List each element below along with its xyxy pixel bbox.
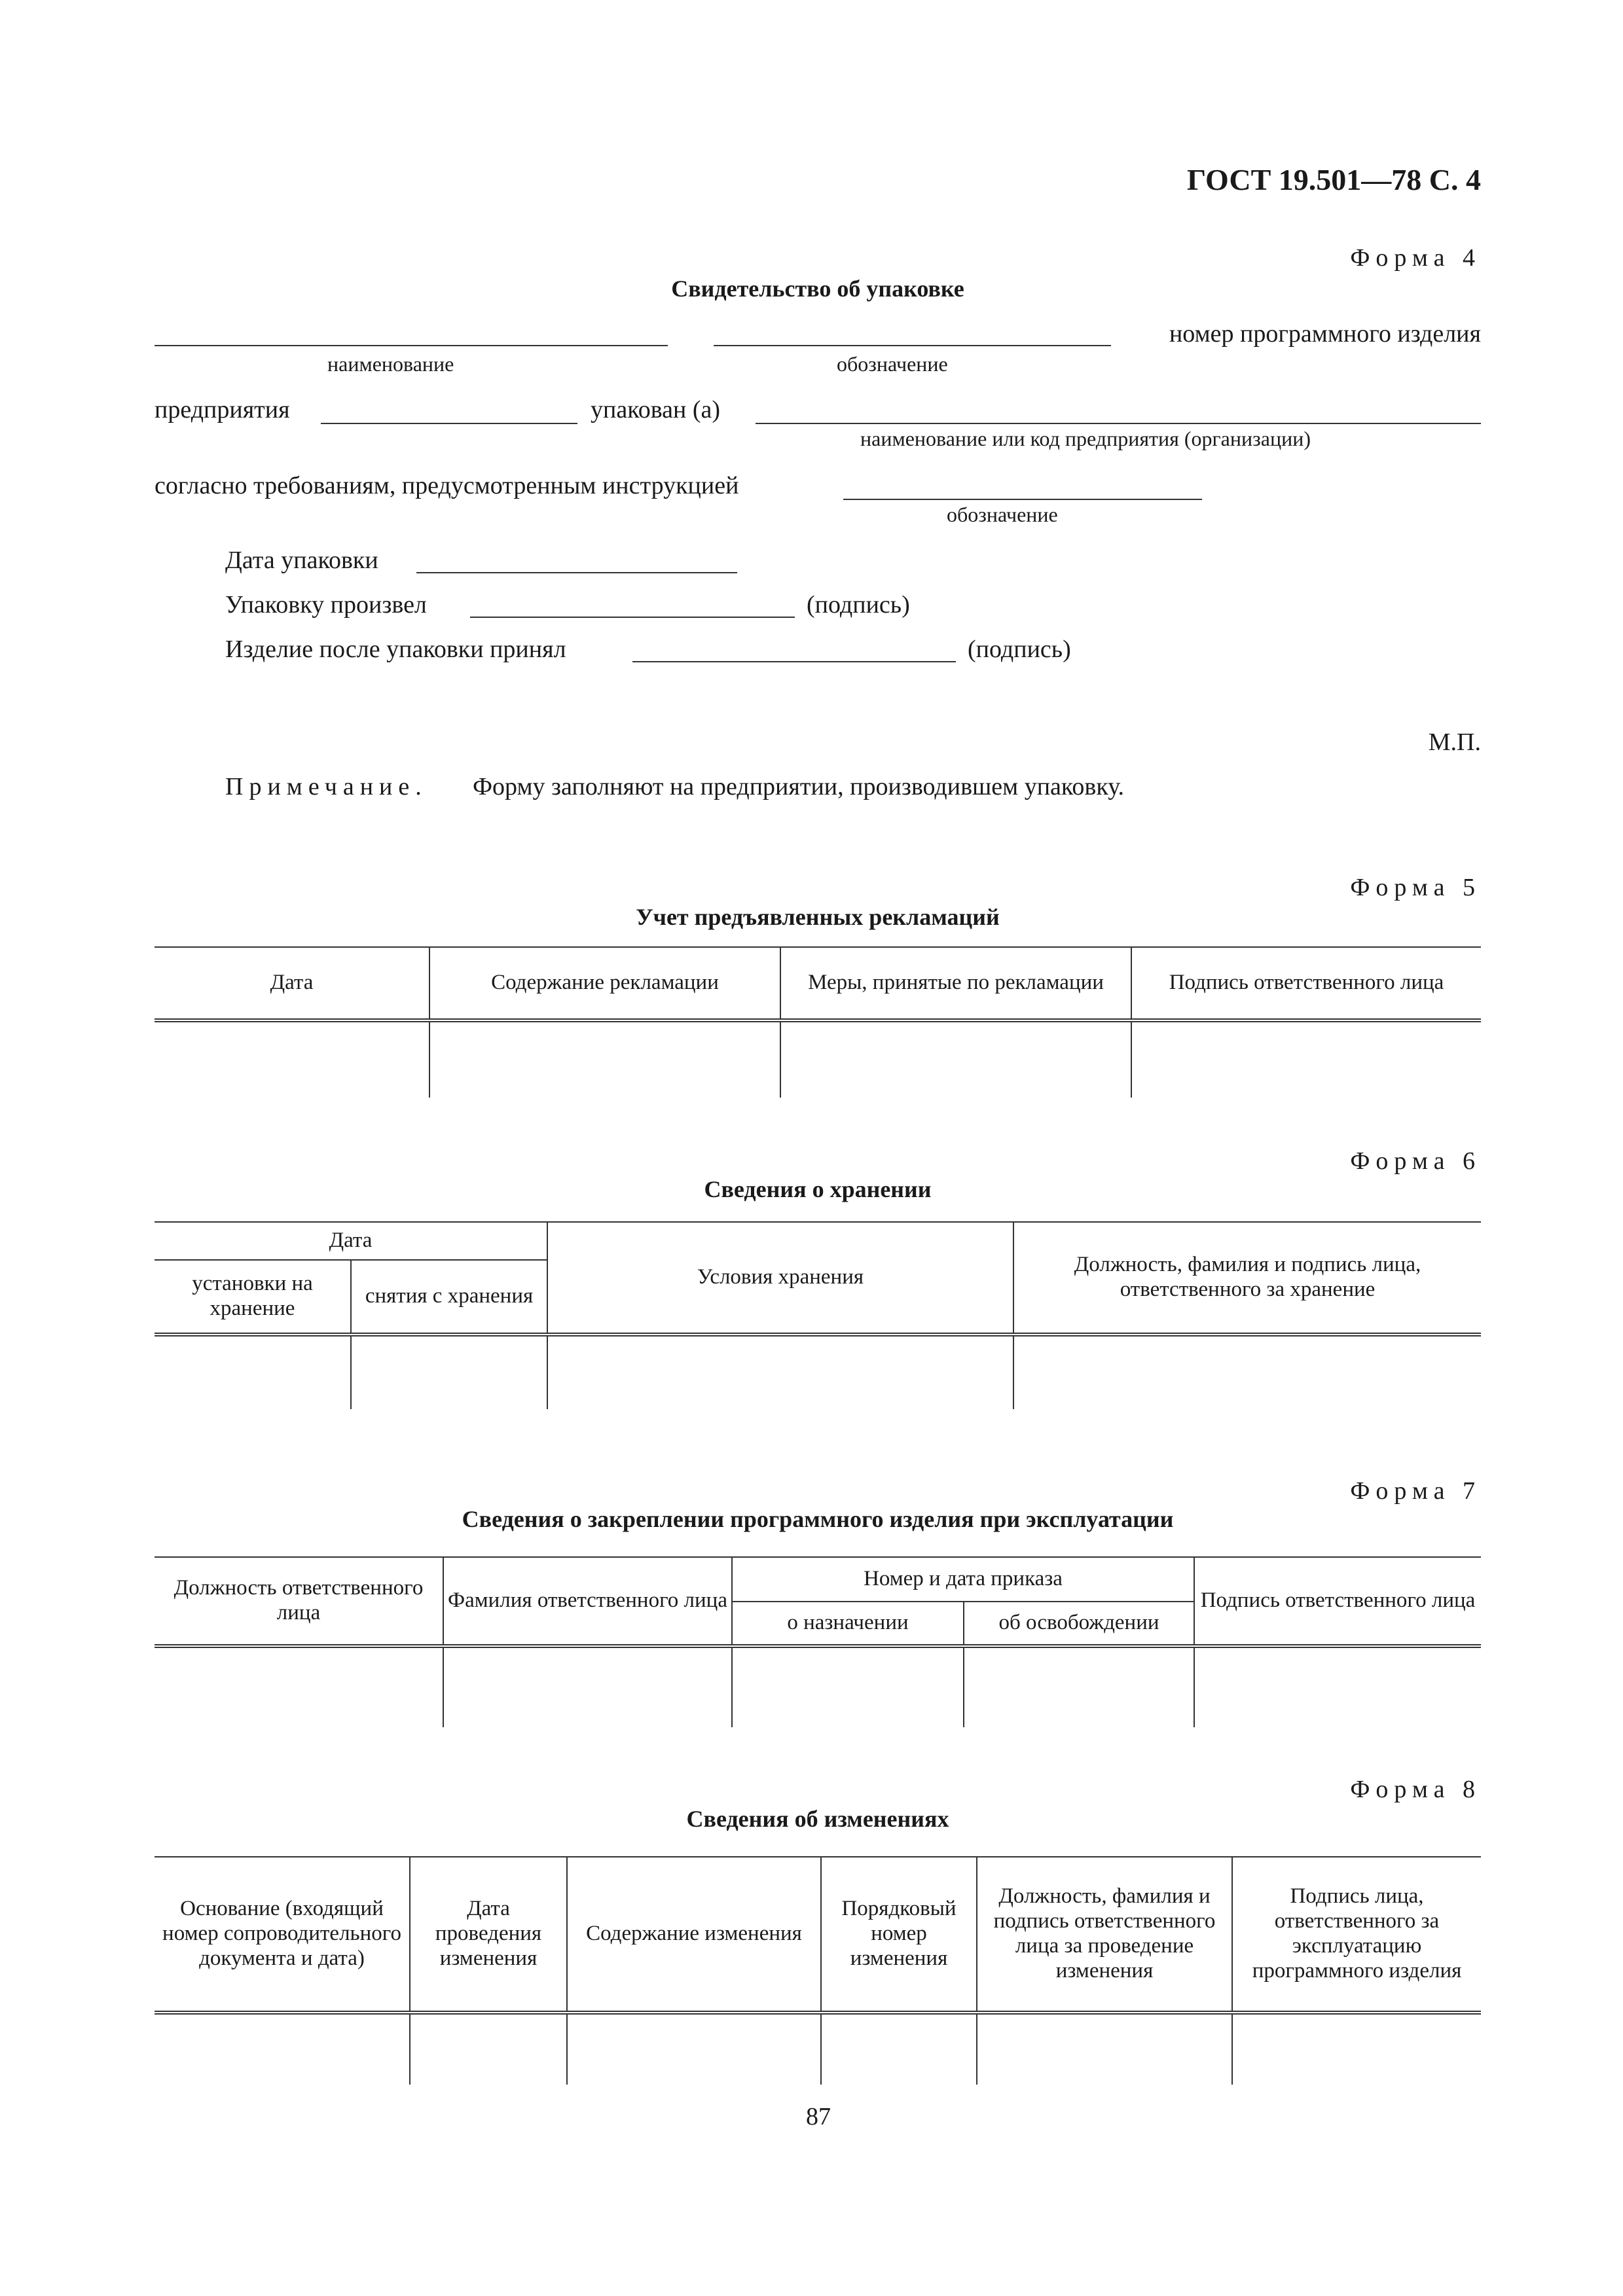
caption-org: наименование или код предприятия (организации): [860, 427, 1311, 450]
form8-title: Сведения об изменениях: [686, 1806, 949, 1832]
seal-mark: М.П.: [1428, 728, 1481, 756]
document-header: ГОСТ 19.501—78 С. 4: [1186, 163, 1481, 196]
blank-name-line[interactable]: [155, 345, 668, 346]
form6-table: [155, 1221, 1481, 1409]
form6-title: Сведения о хранении: [704, 1176, 932, 1202]
page-number: 87: [806, 2103, 831, 2130]
col-storage-responsible: Должность, фамилия и подпись лица, ответственного за хранение: [1013, 1222, 1481, 1335]
col-signature: Подпись ответственного лица: [1194, 1557, 1481, 1646]
product-number-label: номер программного изделия: [1169, 320, 1481, 348]
blank-packed-by-line[interactable]: [470, 617, 795, 618]
col-basis: Основание (входящий номер сопроводительного документа и дата): [155, 1857, 410, 2013]
col-date: Дата: [155, 947, 429, 1020]
form7-title: Сведения о закреплении программного изделия при эксплуатации: [462, 1506, 1174, 1532]
according-label: согласно требованиям, предусмотренным инструкцией: [155, 472, 739, 499]
col-claim-content: Содержание рекламации: [429, 947, 780, 1020]
form8-table: [155, 1856, 1481, 2085]
col-responsible-signature: Подпись ответственного лица: [1131, 947, 1481, 1020]
table-row[interactable]: [155, 1646, 1481, 1727]
col-position: Должность ответственного лица: [155, 1557, 443, 1646]
blank-org-line[interactable]: [756, 423, 1481, 424]
blank-pack-date-line[interactable]: [416, 572, 737, 573]
col-surname: Фамилия ответственного лица: [443, 1557, 732, 1646]
form5-table: [155, 946, 1481, 1098]
col-change-number: Порядковый номер изменения: [821, 1857, 977, 2013]
col-date-group: Дата: [155, 1222, 547, 1260]
caption-designation: обозначение: [837, 352, 948, 376]
col-change-responsible: Должность, фамилия и подпись ответственного лица за проведение изменения: [977, 1857, 1232, 2013]
accepted-label: Изделие после упаковки принял: [225, 636, 566, 663]
col-change-content: Содержание изменения: [567, 1857, 821, 2013]
form6-label: Форма 6: [1350, 1147, 1481, 1175]
signature-label-2: (подпись): [968, 636, 1071, 663]
form8-label: Форма 8: [1350, 1776, 1481, 1803]
form7-table: [155, 1556, 1481, 1727]
blank-enterprise-line[interactable]: [321, 423, 577, 424]
col-storage-conditions: Условия хранения: [547, 1222, 1013, 1335]
note-label: Примечание.: [225, 773, 428, 800]
form4-label: Форма 4: [1350, 244, 1481, 272]
form5-title: Учет предъявленных рекламаций: [636, 904, 1000, 930]
form7-label: Форма 7: [1350, 1477, 1481, 1505]
note-text: Форму заполняют на предприятии, производившем упаковку.: [473, 773, 1124, 800]
form5-label: Форма 5: [1350, 874, 1481, 901]
caption-name: наименование: [327, 352, 454, 376]
pack-date-label: Дата упаковки: [225, 547, 378, 574]
blank-designation-line[interactable]: [714, 345, 1111, 346]
col-remove-date: снятия с хранения: [351, 1260, 547, 1335]
form4-title: Свидетельство об упаковке: [671, 276, 964, 302]
packed-by-label: Упаковку произвел: [225, 591, 427, 619]
table-row[interactable]: [155, 1335, 1481, 1409]
col-change-date: Дата проведения изменения: [410, 1857, 567, 2013]
enterprise-label: предприятия: [155, 396, 290, 423]
packed-label: упакован (а): [591, 396, 721, 423]
col-operation-signature: Подпись лица, ответственного за эксплуатацию программного изделия: [1232, 1857, 1481, 2013]
signature-label-1: (подпись): [807, 591, 910, 619]
col-install-date: установки на хранение: [155, 1260, 351, 1335]
col-measures: Меры, принятые по рекламации: [780, 947, 1131, 1020]
caption-designation-2: обозначение: [947, 503, 1058, 526]
blank-accepted-line[interactable]: [632, 661, 956, 662]
table-row[interactable]: [155, 1020, 1481, 1098]
col-appoint: о назначении: [732, 1602, 964, 1646]
blank-instruction-line[interactable]: [843, 499, 1202, 500]
table-row[interactable]: [155, 2013, 1481, 2085]
col-order-group: Номер и дата приказа: [732, 1557, 1194, 1602]
col-release: об освобождении: [964, 1602, 1194, 1646]
